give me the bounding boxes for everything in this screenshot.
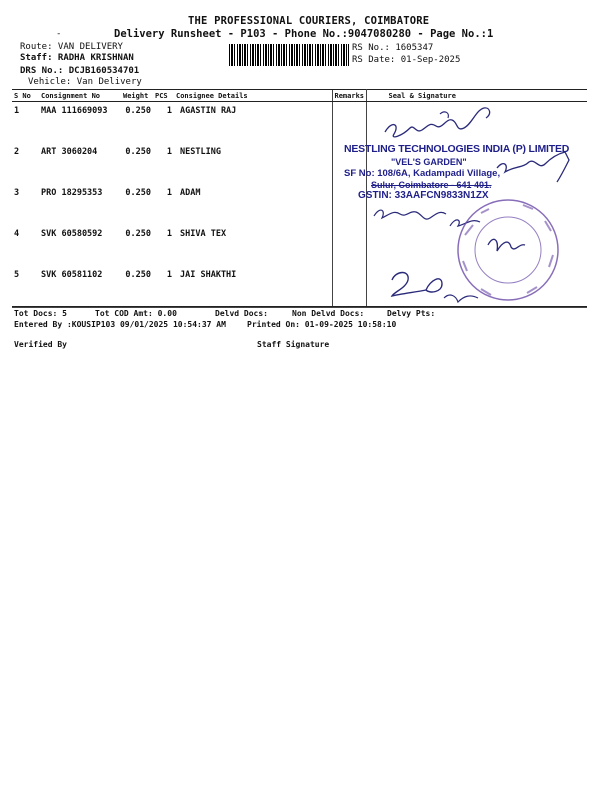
drs-number: DRS No.: DCJB160534701 xyxy=(20,66,140,76)
col-seal: Seal & Signature xyxy=(366,90,587,102)
cell-sno: 1 xyxy=(14,106,20,116)
cell-consignee: AGASTIN RAJ xyxy=(180,106,237,116)
cell-remarks xyxy=(332,225,366,266)
total-docs: Tot Docs: 5 xyxy=(14,309,67,318)
table-header-row xyxy=(12,90,587,102)
verified-by: Verified By xyxy=(14,340,67,349)
cell-pcs: 1 xyxy=(166,106,172,116)
cell-sno: 4 xyxy=(14,229,20,239)
cell-pcs: 1 xyxy=(166,188,172,198)
entered-by: Entered By :KOUSIP103 09/01/2025 10:54:37 AM xyxy=(14,320,226,329)
cell-remarks xyxy=(332,102,366,144)
cell-sno: 5 xyxy=(12,266,39,308)
printed-on: Printed On: 01-09-2025 10:58:10 xyxy=(247,320,397,329)
footer-divider xyxy=(12,306,587,307)
cell-consignee: ADAM xyxy=(180,188,201,198)
col-consignee: Consignee Details xyxy=(174,90,332,102)
rs-date: RS Date: 01-Sep-2025 xyxy=(352,55,461,65)
cell-weight: 0.250 xyxy=(125,188,151,198)
stamp-address-line2: Sulur, Coimbatore - 641 401. xyxy=(371,180,492,190)
cell-pcs: 1 xyxy=(153,266,174,308)
non-delivered-docs: Non Delvd Docs: xyxy=(292,309,365,318)
col-sno: S No xyxy=(12,90,39,102)
cell-pcs: 1 xyxy=(166,229,172,239)
route-label: Route: VAN DELIVERY xyxy=(20,42,123,52)
delivery-points: Delvy Pts: xyxy=(387,309,436,318)
cell-consignment: SVK 60580592 xyxy=(41,229,103,239)
cell-remarks xyxy=(332,266,366,308)
company-title: THE PROFESSIONAL COURIERS, COIMBATORE xyxy=(188,15,430,27)
col-remarks: Remarks xyxy=(332,90,366,102)
stamp-address-line1: SF No: 108/6A, Kadampadi Village, xyxy=(344,168,501,179)
table-row xyxy=(12,102,587,144)
signature-row5 xyxy=(386,262,496,312)
cell-consignment: ART 3060204 xyxy=(41,147,98,157)
cell-sno: 3 xyxy=(14,188,20,198)
stamp-gstin: GSTIN: 33AAFCN9833N1ZX xyxy=(358,190,489,201)
vehicle-label: Vehicle: Van Delivery xyxy=(28,77,142,87)
cell-weight: 0.250 xyxy=(125,229,151,239)
staff-label: Staff: RADHA KRISHNAN xyxy=(20,53,134,63)
delivered-docs: Delvd Docs: xyxy=(215,309,268,318)
cell-weight: 0.250 xyxy=(125,106,151,116)
cell-consignment: MAA 111669093 xyxy=(41,106,108,116)
total-cod-amount: Tot COD Amt: 0.00 xyxy=(95,309,177,318)
col-pcs: PCS xyxy=(153,90,174,102)
cell-sno: 2 xyxy=(14,147,20,157)
header-dot: - xyxy=(56,29,62,39)
signature-row1 xyxy=(380,100,500,145)
cell-weight: 0.250 xyxy=(121,266,153,308)
col-weight: Weight xyxy=(121,90,153,102)
cell-weight: 0.250 xyxy=(125,147,151,157)
runsheet-title: Delivery Runsheet - P103 - Phone No.:9047080280 - Page No.:1 xyxy=(114,28,494,40)
cell-consignee: NESTLING xyxy=(180,147,221,157)
col-consignment: Consignment No xyxy=(39,90,121,102)
stamp-building: "VEL'S GARDEN" xyxy=(391,157,467,167)
signature-row2 xyxy=(495,146,575,186)
cell-consignment: SVK 60581102 xyxy=(39,266,121,308)
cell-pcs: 1 xyxy=(166,147,172,157)
stamp-company-name: NESTLING TECHNOLOGIES INDIA (P) LIMITED xyxy=(344,143,570,155)
cell-consignee: JAI SHAKTHI xyxy=(174,266,332,308)
barcode-image xyxy=(229,44,349,66)
cell-consignment: PRO 18295353 xyxy=(41,188,103,198)
staff-signature-label: Staff Signature xyxy=(257,340,330,349)
rs-number: RS No.: 1605347 xyxy=(352,43,434,53)
cell-consignee: SHIVA TEX xyxy=(180,229,227,239)
